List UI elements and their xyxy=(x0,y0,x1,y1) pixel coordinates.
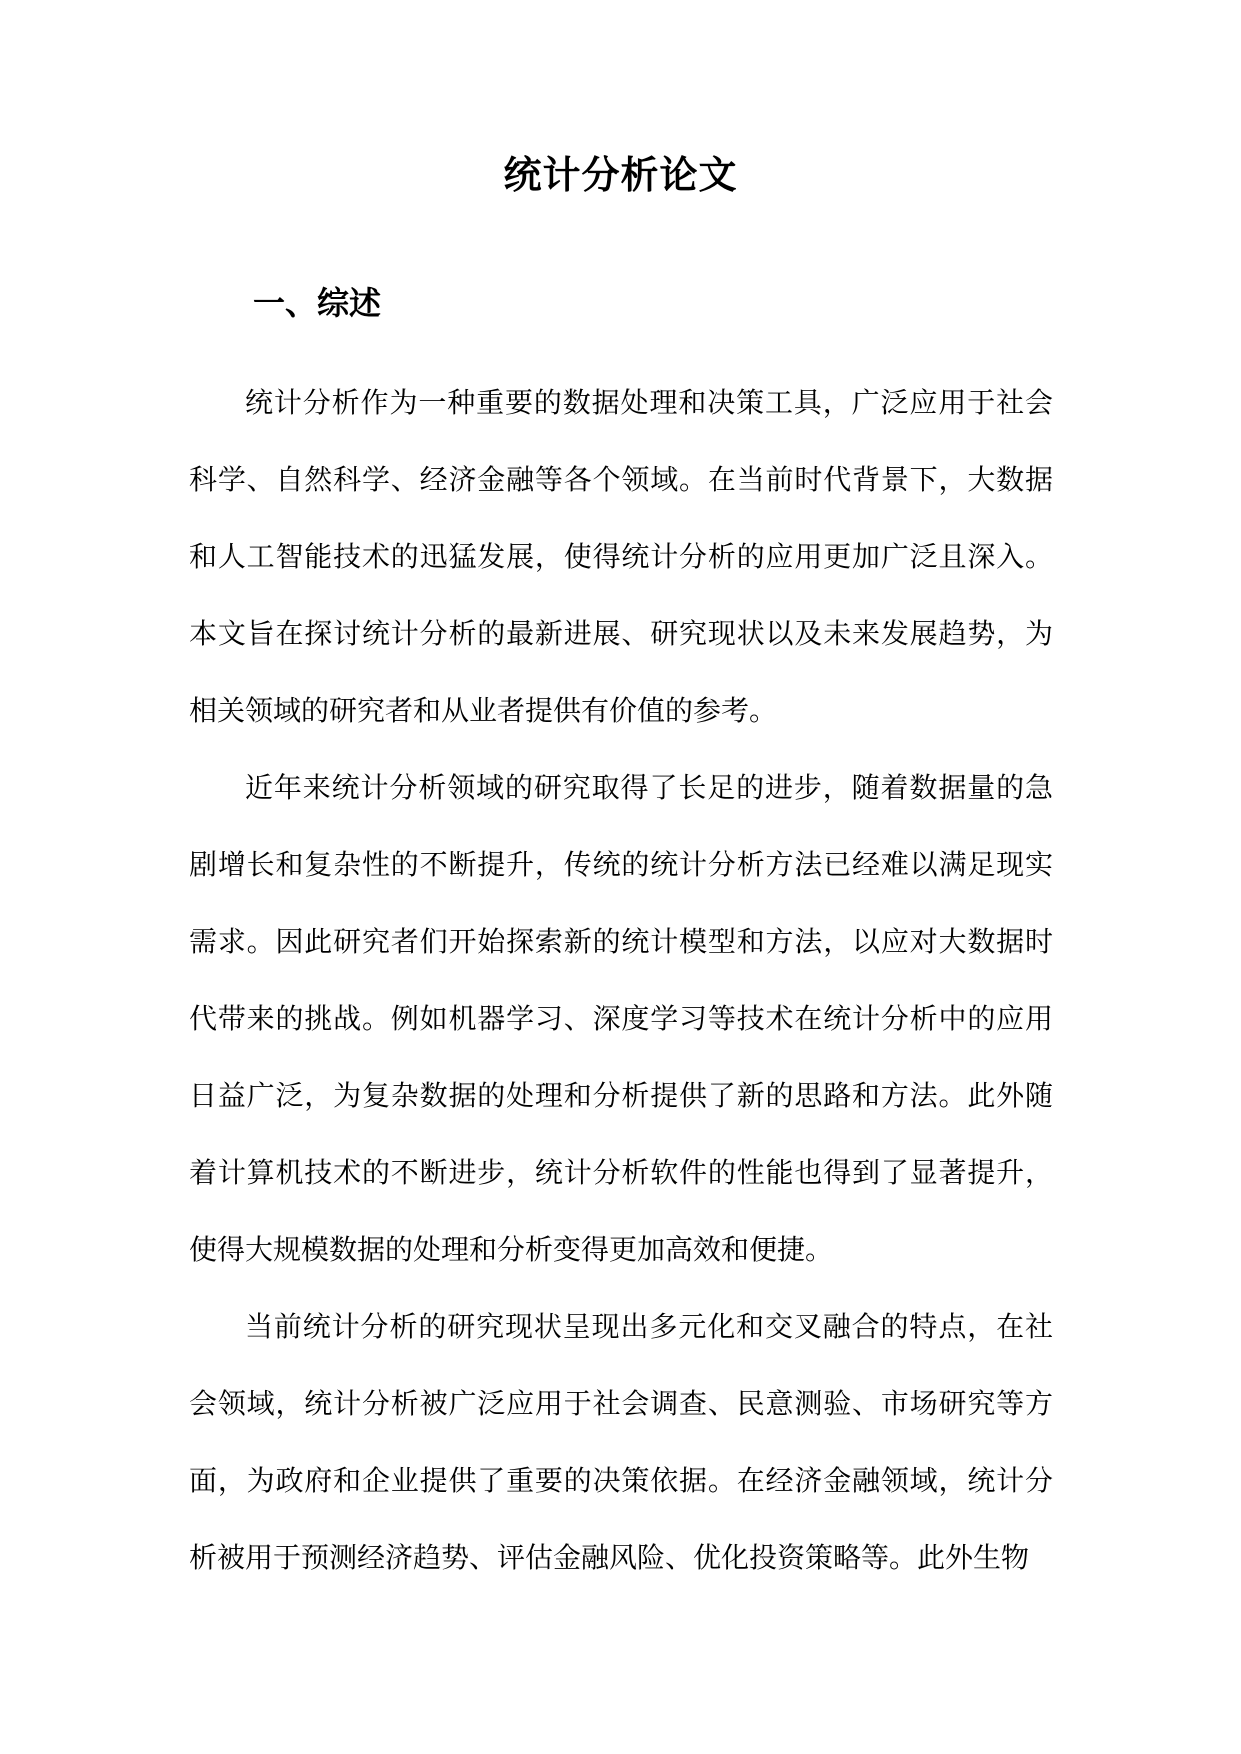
body-text xyxy=(189,364,1053,1596)
document-title: 统计分析论文 xyxy=(503,153,738,197)
section-heading: 一、综述 xyxy=(253,284,382,322)
paragraph-3: 当前统计分析的研究现状呈现出多元化和交叉融合的特点，在社会领域，统计分析被广泛应用于社会调查、民意测验、市场研究等方面，为政府和企业提供了重要的决策依据。在经济金融领域，统计分析被用于预测经济趋势、评估金融风险、优化投资策略等。此外生物 xyxy=(189,1310,1053,1574)
paragraph-2: 近年来统计分析领域的研究取得了长足的进步，随着数据量的急剧增长和复杂性的不断提升，传统的统计分析方法已经难以满足现实需求。因此研究者们开始探索新的统计模型和方法，以应对大数据时代带来的挑战。例如机器学习、深度学习等技术在统计分析中的应用日益广泛，为复杂数据的处理和分析提供了新的思路和方法。此外随着计算机技术的不断进步，统计分析软件的性能也得到了显著提升，使得大规模数据的处理和分析变得更加高效和便捷。 xyxy=(189,771,1053,1266)
paragraph-1: 统计分析作为一种重要的数据处理和决策工具，广泛应用于社会科学、自然科学、经济金融等各个领域。在当前时代背景下，大数据和人工智能技术的迅猛发展，使得统计分析的应用更加广泛且深入。本文旨在探讨统计分析的最新进展、研究现状以及未来发展趋势，为相关领域的研究者和从业者提供有价值的参考。 xyxy=(189,386,1053,727)
